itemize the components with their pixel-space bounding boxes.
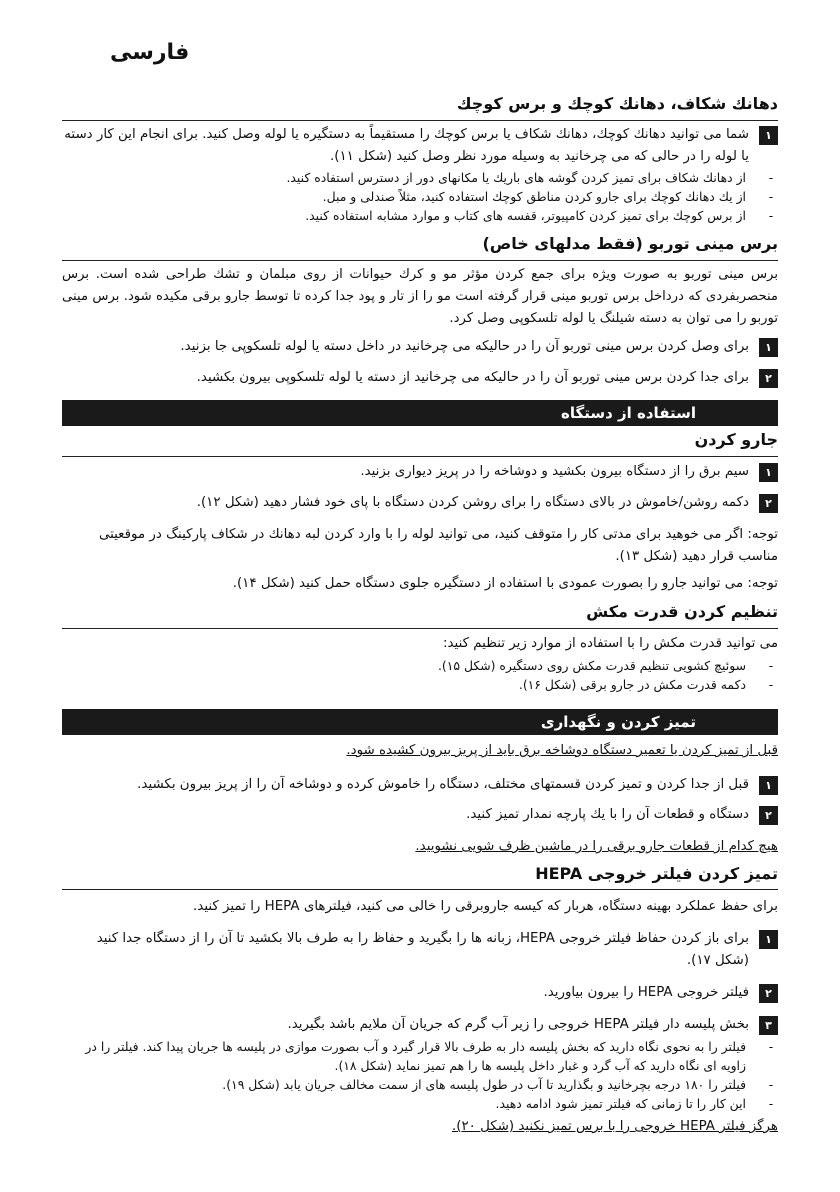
step-number: ۳ <box>759 1016 778 1035</box>
divider <box>62 889 778 890</box>
bullet-list <box>62 656 778 694</box>
step-number: ۱ <box>759 463 778 482</box>
note: توجه: می توانید جارو را بصورت عمودی با استفاده از دستگیره جلوی دستگاه حمل كنید (شكل ۱۴). <box>232 576 778 591</box>
section-band-cleaning: تمیز كردن و نگهداری <box>62 709 778 735</box>
heading-small-nozzle: دهانك شكاف، دهانك كوچك و برس كوچك <box>456 94 778 113</box>
step-2 <box>62 492 778 514</box>
language-title: فارسی <box>110 40 190 65</box>
divider <box>62 120 778 121</box>
divider <box>62 260 778 261</box>
list-item: - از دهانك شكاف برای تمیز كردن گوشه های باریك یا مكانهای دور از دسترس استفاده كنید. <box>286 170 774 185</box>
heading-suction-power: تنظیم كردن قدرت مكش <box>586 602 778 621</box>
step-number: ۲ <box>759 369 778 388</box>
heading-hepa: تمیز كردن فیلتر خروجی HEPA <box>535 864 778 883</box>
heading-turbo-brush: برس مینی توربو (فقط مدلهای خاص) <box>482 234 778 253</box>
step-number: ۱ <box>759 126 778 145</box>
step-2 <box>62 982 778 1004</box>
list-item: - این كار را تا زمانی كه فیلتر تمیز شود ادامه دهید. <box>495 1096 774 1111</box>
divider <box>62 628 778 629</box>
section-band-use: استفاده از دستگاه <box>62 400 778 426</box>
heading-vacuuming: جارو كردن <box>694 430 778 449</box>
step-1 <box>62 774 778 796</box>
list-item: - سوئیچ كشویی تنظیم قدرت مكش روی دستگیره (شكل ۱۵). <box>437 658 774 673</box>
paragraph: برس مینی توربو به صورت ویژه برای جمع كردن مؤثر مو و كرك حیوانات از روی مبلمان و تشك طراحی شده است. برس منحصربفردی كه درداخل برس توربو مینی قرار گرفته است مو را از تار و پود جدا كرده تا توسط جارو برقی مكیده شود. برس مینی توربو را می توان به دسته شیلنگ یا لوله تلسكوپی وصل كرد. <box>62 267 778 326</box>
list-item: - فیلتر را ۱۸۰ درجه بچرخانید و بگذارید تا آب در طول پلیسه های از سمت مخالف جریان یابد (شكل ۱۹). <box>222 1077 774 1092</box>
bullet-list <box>62 168 778 225</box>
step-text: قبل از جدا كردن و تمیز كردن قسمتهای مختلف، دستگاه را خاموش كرده و دوشاخه آن را از پریز بیرون بكشید. <box>137 777 749 792</box>
list-item: - فیلتر را به نحوی نگاه دارید كه بخش پلیسه دار به طرف بالا قرار گیرد و آب بصورت موازی در پلیسه ها جریان پیدا كند. فیلتر را در زاویه ای نگاه دارید كه آب گرد و غبار داخل پلیسه ها را هم تمیز نماید (شكل ۱۸). <box>85 1039 774 1073</box>
step-text: برای باز كردن حفاظ فیلتر خروجی HEPA، زبانه ها را بگیرید و حفاظ را به طرف بالا بكشید تا آن را از دستگاه جدا كنید (شكل ۱۷). <box>96 931 749 968</box>
list-item: - از یك دهانك كوچك برای جارو كردن مناطق كوچك استفاده كنید، مثلاً صندلی و مبل. <box>322 189 774 204</box>
step-text: بخش پلیسه دار فیلتر HEPA خروجی را زیر آب گرم كه جریان آن ملایم باشد بگیرید. <box>287 1017 749 1032</box>
final-warning: هرگز فیلتر HEPA خروجی را با برس تمیز نكنید (شكل ۲۰). <box>451 1119 778 1134</box>
step-number: ۲ <box>759 494 778 513</box>
step-text: دستگاه و قطعات آن را با یك پارچه نمدار تمیز كنید. <box>466 807 749 822</box>
step-1 <box>62 336 778 358</box>
paragraph: برای حفظ عملكرد بهینه دستگاه، هربار كه كیسه جاروبرقی را خالی می كنید، فیلترهای HEPA را تمیز كنید. <box>193 899 778 914</box>
warning-text: قبل از تمیز كردن یا تعمیر دستگاه دوشاخه برق باید از پریز بیرون كشیده شود. <box>346 743 778 758</box>
step-2 <box>62 804 778 826</box>
step-text: برای وصل كردن برس مینی توربو آن را در حالیكه می چرخانید در داخل دسته یا لوله تلسكوپی جا بزنید. <box>180 339 749 354</box>
step-text: سیم برق را از دستگاه بیرون بكشید و دوشاخه را در پریز دیواری بزنید. <box>360 464 749 479</box>
list-item: - از برس كوچك برای تمیز كردن كامپیوتر، قفسه های كتاب و موارد مشابه استفاده كنید. <box>305 208 774 223</box>
step-1 <box>62 124 778 168</box>
step-1 <box>62 461 778 483</box>
step-text: برای جدا كردن برس مینی توربو آن را در حالیكه می چرخانید از دسته یا لوله تلسكوپی بیرون بكشید. <box>196 370 749 385</box>
step-text: فیلتر خروجی HEPA را بیرون بیاورید. <box>543 985 749 1000</box>
note: توجه: اگر می خوهید برای مدتی كار را متوقف كنید، می توانید لوله را با وارد كردن لبه دهانك در شكاف پاركینگ در موقعیتی مناسب قرار دهید (شكل ۱۳). <box>98 527 778 564</box>
step-number: ۱ <box>759 930 778 949</box>
paragraph: می توانید قدرت مكش را با استفاده از موارد زیر تنظیم كنید: <box>443 636 778 651</box>
step-text: شما می توانید دهانك كوچك، دهانك شكاف یا برس كوچك را مستقیماً به دستگیره یا لوله وصل كنید. برای انجام این كار دسته یا لوله را در حالی كه می چرخانید به وسیله مورد نظر وصل كنید (شكل ۱۱). <box>64 127 749 164</box>
bullet-list <box>62 1037 778 1113</box>
step-number: ۲ <box>759 984 778 1003</box>
step-number: ۱ <box>759 776 778 795</box>
step-1 <box>62 928 778 972</box>
step-number: ۱ <box>759 338 778 357</box>
step-2 <box>62 367 778 389</box>
step-text: دكمه روشن/خاموش در بالای دستگاه را برای روشن كردن دستگاه با پای خود فشار دهید (شكل ۱۲). <box>196 495 749 510</box>
divider <box>62 456 778 457</box>
step-3 <box>62 1014 778 1036</box>
list-item: - دكمه قدرت مكش در جارو برقی (شكل ۱۶). <box>518 677 774 692</box>
step-number: ۲ <box>759 806 778 825</box>
caution-text: هیچ كدام از قطعات جارو برقی را در ماشین ظرف شویی نشویید. <box>415 839 778 854</box>
